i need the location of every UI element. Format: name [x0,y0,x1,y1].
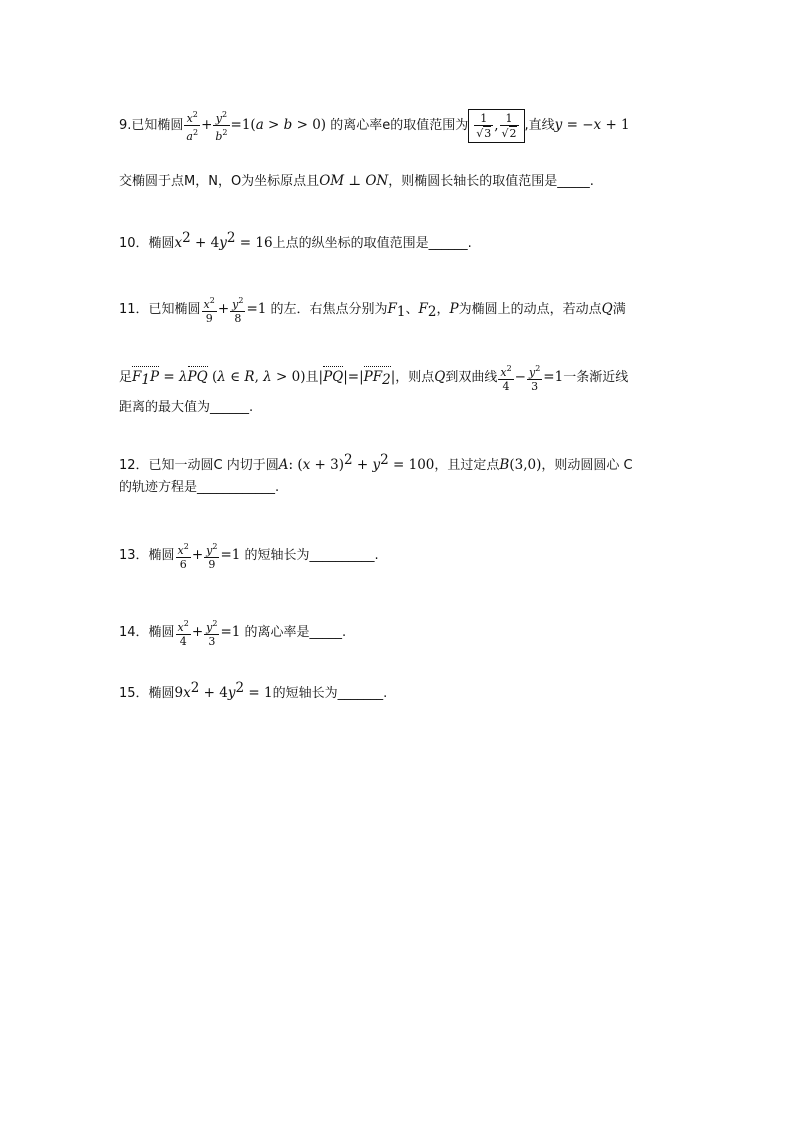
q11-line2-mid: 且 [305,370,319,385]
q9-line2-end: ，则椭圆长轴长的取值范围是_____. [388,174,594,189]
question-15: 15．椭圆$9x^2 + 4y^2 = 1$的短轴长为_______. [119,680,388,701]
q14-ellipse-frac-x: $\frac{x^2}{4}$ [177,619,189,648]
q9-mid2: ,直线 [524,118,555,133]
q12-line2: 的轨迹方程是____________. [119,480,280,495]
q11-hyperbola-frac-x: $\frac{x^2}{4}$ [500,364,512,393]
q12-prefix: 12．已知一动圆C 内切于圆 [119,458,279,473]
q13-ellipse-frac-x: $\frac{x^2}{6}$ [177,542,189,571]
q9-ellipse-frac-y: $\frac{y^2}{b^2}$ [215,110,228,143]
q13-ellipse-frac-y: $\frac{y^2}{9}$ [206,542,218,571]
q10-suffix: 上点的纵坐标的取值范围是______. [272,236,472,251]
q11-prefix: 11．已知椭圆 [119,302,201,317]
q9-line-equation: y [554,117,563,133]
q15-prefix: 15．椭圆 [119,686,175,701]
q12-point-b: B [499,457,510,473]
q11-vector-pq: PQ [187,369,208,385]
q10-equation: x [174,235,183,251]
q11-mid4: 满 [612,302,626,317]
q15-equation: 9 [174,685,184,701]
q9-line2: 交椭圆于点M，N，O为坐标原点且 [119,174,320,189]
q9-ellipse-frac-x: $\frac{x^2}{a^2}$ [186,110,199,143]
q9-perpendicular: OM [319,173,345,189]
q9-mid1: 的离心率e的取值范围为 [330,118,469,133]
q11-foci: F [387,301,397,317]
q11-mid1: 的左．右焦点分别为 [270,302,388,317]
q14-ellipse-frac-y: $\frac{y^2}{3}$ [206,619,218,648]
question-11-line3 [119,396,253,415]
q12-mid: ，且过定点 [434,458,500,473]
q11-line2-mid3: 到双曲线 [445,370,498,385]
q11-mid3: 为椭圆上的动点，若动点 [458,302,602,317]
q11-point-q: Q [601,301,613,317]
question-13: 13．椭圆 $\frac{x^2}{6}$ + $\frac{y^2}{9}$ =1 的短轴长为__________. [119,542,379,571]
q11-point-p: P [449,301,459,317]
question-9-line2: 交椭圆于点M，N，O为坐标原点且OM ⊥ ON，则椭圆长轴长的取值范围是_____. [119,173,594,189]
question-11-line2: 足$F_1P = \lambda PQ$ (λ ∈ R, λ > 0)且$|PQ|=|PF_2|$，则点Q到双曲线 $\frac{x^2}{4}$ − $\frac{y^2}{3}$ =1一条渐近线 [119,364,629,393]
q11-hyperbola-frac-y: $\frac{y^2}{3}$ [528,364,541,393]
q11-ellipse-frac-y: $\frac{y^2}{8}$ [232,296,244,325]
question-14: 14．椭圆 $\frac{x^2}{4}$ + $\frac{y^2}{3}$ =1 的离心率是_____. [119,619,347,648]
q11-vector-f1p: $F_1P$ [132,369,160,388]
q12-circle-a: A [278,457,289,473]
question-11: 11．已知椭圆 $\frac{x^2}{9}$ + $\frac{y^2}{8}$ =1 的左．右焦点分别为$F_1$、$F_2$，P为椭圆上的动点，若动点Q满 [119,296,626,325]
q15-suffix: 的短轴长为_______. [272,686,388,701]
q11-line3: 距离的最大值为______. [119,400,254,415]
question-9: 9.已知椭圆 $\frac{x^2}{a^2}$ + $\frac{y^2}{b^2}$ =1(a > b > 0) 的离心率e的取值范围为 $\frac{1}{√3}$ , $\frac{1}{√2}$ ,直线y = −x + 1 [119,110,630,143]
q10-prefix: 10．椭圆 [119,236,175,251]
q12-suffix: ，则动圆圆心 C [541,458,633,473]
q9-range-interval: $\frac{1}{√3}$ , $\frac{1}{√2}$ [468,109,524,143]
q9-prefix: 9.已知椭圆 [119,118,184,133]
q11-mid2: ， [436,302,450,317]
question-12: 12．已知一动圆C 内切于圆A: $(x + 3)^2 + y^2 = 100$，且过定点B(3,0)，则动圆圆心 C [119,452,633,473]
q11-ellipse-frac-x: $\frac{x^2}{9}$ [203,296,215,325]
q14-prefix: 14．椭圆 [119,625,175,640]
q11-line2-end: 一条渐近线 [563,370,629,385]
q11-line2-start: 足 [119,370,133,385]
q9-ellipse-condition: =1(a > b > 0) [230,117,327,133]
q13-suffix: 的短轴长为__________. [244,548,379,563]
q14-suffix: 的离心率是_____. [244,625,347,640]
q13-prefix: 13．椭圆 [119,548,175,563]
q11-line2-mid2: ，则点 [395,370,435,385]
question-12-line2 [119,476,279,495]
question-10: 10．椭圆$x^2 + 4y^2 = 16$上点的纵坐标的取值范围是______. [119,230,472,251]
q11-vector-pf2: $PF_2$ [363,369,391,388]
